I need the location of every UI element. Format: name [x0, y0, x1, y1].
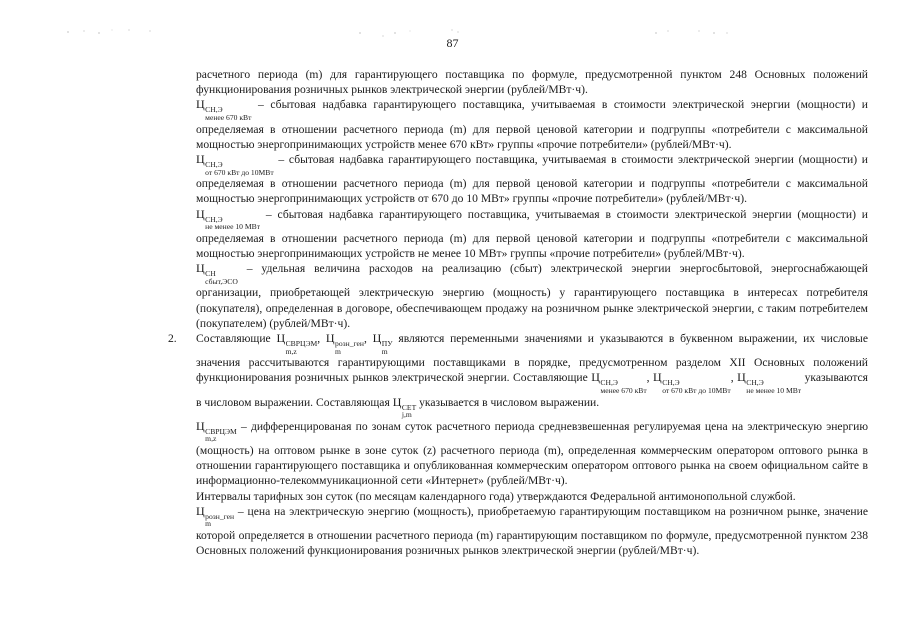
formula-symbol [196, 262, 238, 285]
formula-symbol [196, 208, 260, 231]
formula-symbol [276, 332, 317, 355]
symbol-base: Ц [196, 97, 205, 112]
symbol-base: Ц [196, 503, 205, 518]
symbol-base: Ц [653, 370, 662, 385]
symbol-subscript: от 670 кВт до 10МВт [205, 167, 274, 177]
formula-symbol [196, 153, 274, 176]
symbol-superscript: ПУ [381, 338, 393, 348]
symbol-superscript: СН,Э [205, 105, 223, 115]
definition-sales-cost [196, 261, 868, 331]
symbol-superscript: СВРЦЭМ [285, 338, 318, 348]
symbol-subscript: j,m [401, 410, 412, 420]
symbol-subscript: не менее 10 МВт [205, 222, 261, 232]
symbol-subscript: менее 670 кВт [600, 385, 647, 395]
symbol-base: Ц [196, 418, 205, 433]
definition-text: – цена на электрическую энергию (мощность), приобретаемую гарантирующим поставщиком на розничном рынке, значение которой определяется в отношении расчетного периода (m) гарантирующим поставщиком по формуле, предусмотренной пунктом 238 Основных положений функционирования розничных рынков электрической энергии (рублей/МВт·ч). [196, 504, 868, 558]
symbol-base: Ц [372, 330, 382, 345]
definition-under-670kw [196, 97, 868, 152]
formula-symbol [196, 505, 234, 528]
symbol-base: Ц [591, 370, 600, 385]
numbered-item-2 [168, 330, 869, 420]
text-fragment: , [646, 371, 654, 385]
formula-symbol [326, 332, 364, 355]
symbol-superscript: СЕТ [401, 402, 417, 412]
symbol-subscript: m,z [205, 434, 217, 444]
definition-wholesale-price [196, 419, 868, 489]
definition-text: – удельная величина расходов на реализацию (сбыт) электрической энергии энергосбытовой, энергоснабжающей организации, приобретающей электрическую энергию (мощность) у гарантирующего поставщика в интересах потребителя (покупателя), определенная в договоре, обеспечивающем продажу на розничном рынке электрической энергии, с таким потребителем (покупателем) (рублей/МВт·ч). [196, 262, 868, 330]
tariff-zones-paragraph: Интервалы тарифных зон суток (по месяцам календарного года) утверждаются Федеральной антимонопольной службой. [196, 489, 796, 503]
symbol-base: Ц [196, 206, 205, 221]
text-fragment: , [363, 331, 373, 345]
formula-symbol [393, 396, 417, 419]
formula-symbol [196, 420, 237, 443]
symbol-base: Ц [392, 394, 402, 409]
text-fragment: являются переменными значениями и указываются в буквенном выражении, их числовые значения рассчитываются гарантирующими поставщиками в порядке, предусмотренном разделом XII Основных положений функционирования розничных рынков электрической энергии. Составляющие [196, 331, 868, 385]
symbol-subscript: сбыт,ЭСО [205, 276, 238, 286]
symbol-subscript: m,z [285, 346, 297, 356]
document-body [168, 67, 869, 558]
symbol-superscript: СН,Э [746, 378, 764, 388]
symbol-superscript: СН [205, 269, 216, 279]
definition-over-10mw [196, 207, 868, 262]
symbol-superscript: СН,Э [662, 378, 680, 388]
definition-text: – сбытовая надбавка гарантирующего поставщика, учитываемая в стоимости электрической энергии (мощности) и определяемая в отношении расчетного периода (m) для первой ценовой категории и подгруппы «потребители с максимальной мощностью энергопринимающих устройств менее 670 кВт» группы «прочие потребители» (рублей/МВт·ч). [196, 98, 868, 151]
formula-symbol [196, 98, 251, 121]
text-fragment: , [730, 371, 738, 385]
paragraph-continuation: расчетного периода (m) для гарантирующего поставщика по формуле, предусмотренной пунктом 248 Основных положений функционирования розничных рынков электрической энергии (рублей/МВт·ч). [196, 68, 868, 97]
symbol-subscript: менее 670 кВт [205, 113, 252, 122]
symbol-base: Ц [325, 330, 335, 345]
symbol-base: Ц [737, 370, 746, 385]
symbol-base: Ц [276, 330, 286, 345]
formula-symbol [373, 332, 393, 355]
definition-text: – сбытовая надбавка гарантирующего поставщика, учитываемая в стоимости электрической энергии (мощности) и определяемая в отношении расчетного периода (m) для первой ценовой категории и подгруппы «потребители с максимальной мощностью энергопринимающих устройств не менее 10 МВт» группы «прочие потребители» (рублей/МВт·ч). [196, 207, 868, 260]
scan-noise-specks [0, 0, 905, 40]
symbol-subscript: m [335, 346, 341, 356]
text-fragment: указываются в числовом выражении. Составляющая [196, 371, 869, 409]
definition-retail-generation-price [196, 504, 868, 559]
page-number: 87 [446, 36, 459, 50]
symbol-superscript: СН,Э [600, 378, 618, 388]
symbol-base: Ц [196, 152, 205, 166]
formula-symbol [737, 371, 801, 394]
symbol-subscript: m [205, 519, 212, 529]
definition-text: – сбытовая надбавка гарантирующего поставщика, учитываемая в стоимости электрической энергии (мощности) и определяемая в отношении расчетного периода (m) для первой ценовой категории и подгруппы «потребители с максимальной мощностью энергопринимающих устройств от 670 до 10 МВт» группы «прочие потребители» (рублей/МВт·ч). [196, 153, 868, 206]
symbol-subscript: от 670 кВт до 10МВт [662, 385, 731, 395]
symbol-superscript: СВРЦЭМ [205, 426, 237, 436]
symbol-superscript: розн_ген [335, 338, 364, 348]
formula-symbol [653, 371, 731, 394]
symbol-subscript: m [381, 346, 388, 356]
formula-symbol [591, 371, 646, 394]
text-fragment: указывается в числовом выражении. [416, 395, 600, 409]
components-paragraph [196, 331, 868, 419]
text-fragment: , [317, 331, 326, 345]
definition-670kw-to-10mw [196, 152, 868, 207]
symbol-superscript: розн_ген [205, 511, 235, 521]
item-number: 2. [168, 331, 177, 345]
symbol-superscript: СН,Э [205, 160, 223, 169]
definition-text: – дифференцированая по зонам суток расчетного периода средневзвешенная регулируемая цена на электрическую энергию (мощность) на оптовом рынке в зоне суток (z) расчетного периода (m), определенная коммерческим оператором оптового рынка в отношении гарантирующего поставщика и опубликованная коммерческим оператором оптового рынка на своем официальном сайте в информационно-телекоммуникационной сети «Интернет» (рублей/МВт·ч). [196, 419, 868, 488]
symbol-superscript: СН,Э [205, 214, 223, 224]
symbol-subscript: не менее 10 МВт [746, 385, 802, 395]
symbol-base: Ц [196, 261, 205, 276]
text-fragment: Составляющие [196, 331, 277, 345]
